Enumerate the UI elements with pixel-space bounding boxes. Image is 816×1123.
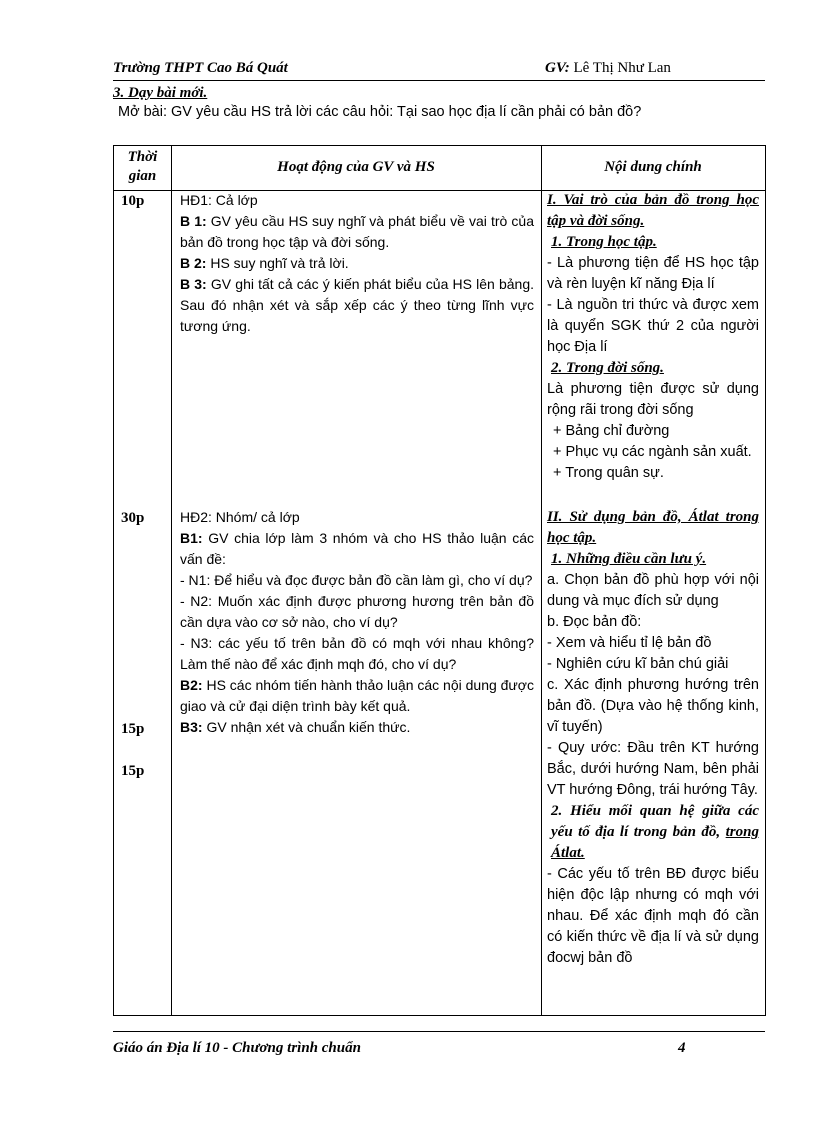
time-hd2: 30p [121,510,145,526]
time-b2: 15p [121,721,145,737]
hd2-n1: - N1: Để hiểu và đọc được bản đồ cần làm gì, cho ví dụ? [180,572,533,588]
section-title: 3. Dạy bài mới. [113,85,208,101]
footer-rule [113,1031,765,1032]
part2-sub2: 2. Hiểu mối quan hệ giữa các yếu tố địa lí trong bản đồ, trong Átlat. [551,803,759,861]
hd2-title: HĐ2: Nhóm/ cả lớp [180,509,300,525]
time-hd1: 10p [121,193,145,209]
teacher-name: Lê Thị Như Lan [573,60,671,76]
hd2-n3: - N3: các yếu tố trên bản đồ có mqh với nhau không? Làm thế nào để xác định mqh đó, cho ví dụ? [180,635,534,672]
hd1-b1: B 1: GV yêu cầu HS suy nghĩ và phát biểu về vai trò của bản đồ trong học tập và đời sống. [180,213,535,250]
hd1-b3: B 3: GV ghi tất cả các ý kiến phát biểu của HS lên bảng. Sau đó nhận xét và sắp xếp các ý theo từng lĩnh vực tương ứng. [180,276,535,334]
teacher-info [545,60,671,77]
part1-sub2: 2. Trong đời sống. [551,360,664,376]
time-b3: 15p [121,763,145,779]
page-number: 4 [678,1040,686,1056]
hd2-b2: B2: HS các nhóm tiến hành thảo luận các nội dung được giao và cử đại diện trình bày kết quả. [180,677,534,714]
activity-hd1 [180,190,534,337]
content-part2 [547,507,759,969]
part1-plus3: + Trong quân sự. [553,465,664,481]
part2-b: b. Đọc bản đồ: [547,614,642,630]
part2-a: a. Chọn bản đồ phù hợp với nội dung và mục đích sử dụng [547,572,759,609]
part1-plus2: + Phục vụ các ngành sản xuất. [553,444,752,460]
part2-sub1: 1. Những điều cần lưu ý. [551,551,707,567]
col-divider-2 [541,146,542,1015]
part2-title: II. Sử dụng bản đồ, Átlat trong học tập. [547,509,759,546]
teacher-label: GV: [545,60,570,76]
intro-text: Mở bài: GV yêu cầu HS trả lời các câu hỏi: Tại sao học địa lí cần phải có bản đồ? [118,104,642,120]
content-part1 [547,190,759,484]
header-time-line2: gian [128,168,157,184]
part2-b2: - Nghiên cứu kĩ bản chú giải [547,656,729,672]
part1-line1: - Là phương tiện để HS học tập và rèn luyện kĩ năng Địa lí [547,255,759,292]
page-header [113,60,765,80]
school-name: Trường THPT Cao Bá Quát [113,60,288,76]
header-activity: Hoạt động của GV và HS [277,159,435,175]
header-time [114,148,171,186]
hd2-n2: - N2: Muốn xác định được phương hương trên bản đồ cần dựa vào cơ sở nào, cho ví dụ? [180,593,534,630]
hd2-b3: B3: GV nhận xét và chuẩn kiến thức. [180,719,411,735]
page-footer [113,1040,765,1057]
header-content: Nội dung chính [604,159,702,175]
part1-line3: Là phương tiện được sử dụng rộng rãi trong đời sống [547,381,759,418]
activity-hd2 [180,507,534,738]
part1-title: I. Vai trò của bản đồ trong học tập và đời sống. [547,192,759,229]
part1-sub1: 1. Trong học tập. [551,234,657,250]
part2-b1: - Xem và hiểu tỉ lệ bản đồ [547,635,712,651]
part2-last: - Các yếu tố trên BĐ được biểu hiện độc lập nhưng có mqh với nhau. Để xác định mqh đó cần có kiến thức về địa lí và sử dụng đocwj bản đồ [547,866,759,966]
part1-plus1: + Bảng chỉ đường [553,423,670,439]
hd1-title: HĐ1: Cả lớp [180,192,258,208]
hd1-b2: B 2: HS suy nghĩ và trả lời. [180,255,349,271]
part2-c1: - Quy ước: Đầu trên KT hướng Bắc, dưới hướng Nam, bên phải VT hướng Đông, trái hướng Tây. [547,740,759,798]
col-divider-1 [171,146,172,1015]
header-time-line1: Thời [127,149,158,165]
hd2-b1: B1: GV chia lớp làm 3 nhóm và cho HS thảo luận các vấn đề: [180,530,534,567]
part2-c: c. Xác định phương hướng trên bản đồ. (Dựa vào hệ thống kinh, vĩ tuyến) [547,677,759,735]
part1-line2: - Là nguồn tri thức và được xem là quyển SGK thứ 2 của người học Địa lí [547,297,759,355]
header-rule [113,80,765,81]
footer-title: Giáo án Địa lí 10 - Chương trình chuẩn [113,1040,361,1056]
